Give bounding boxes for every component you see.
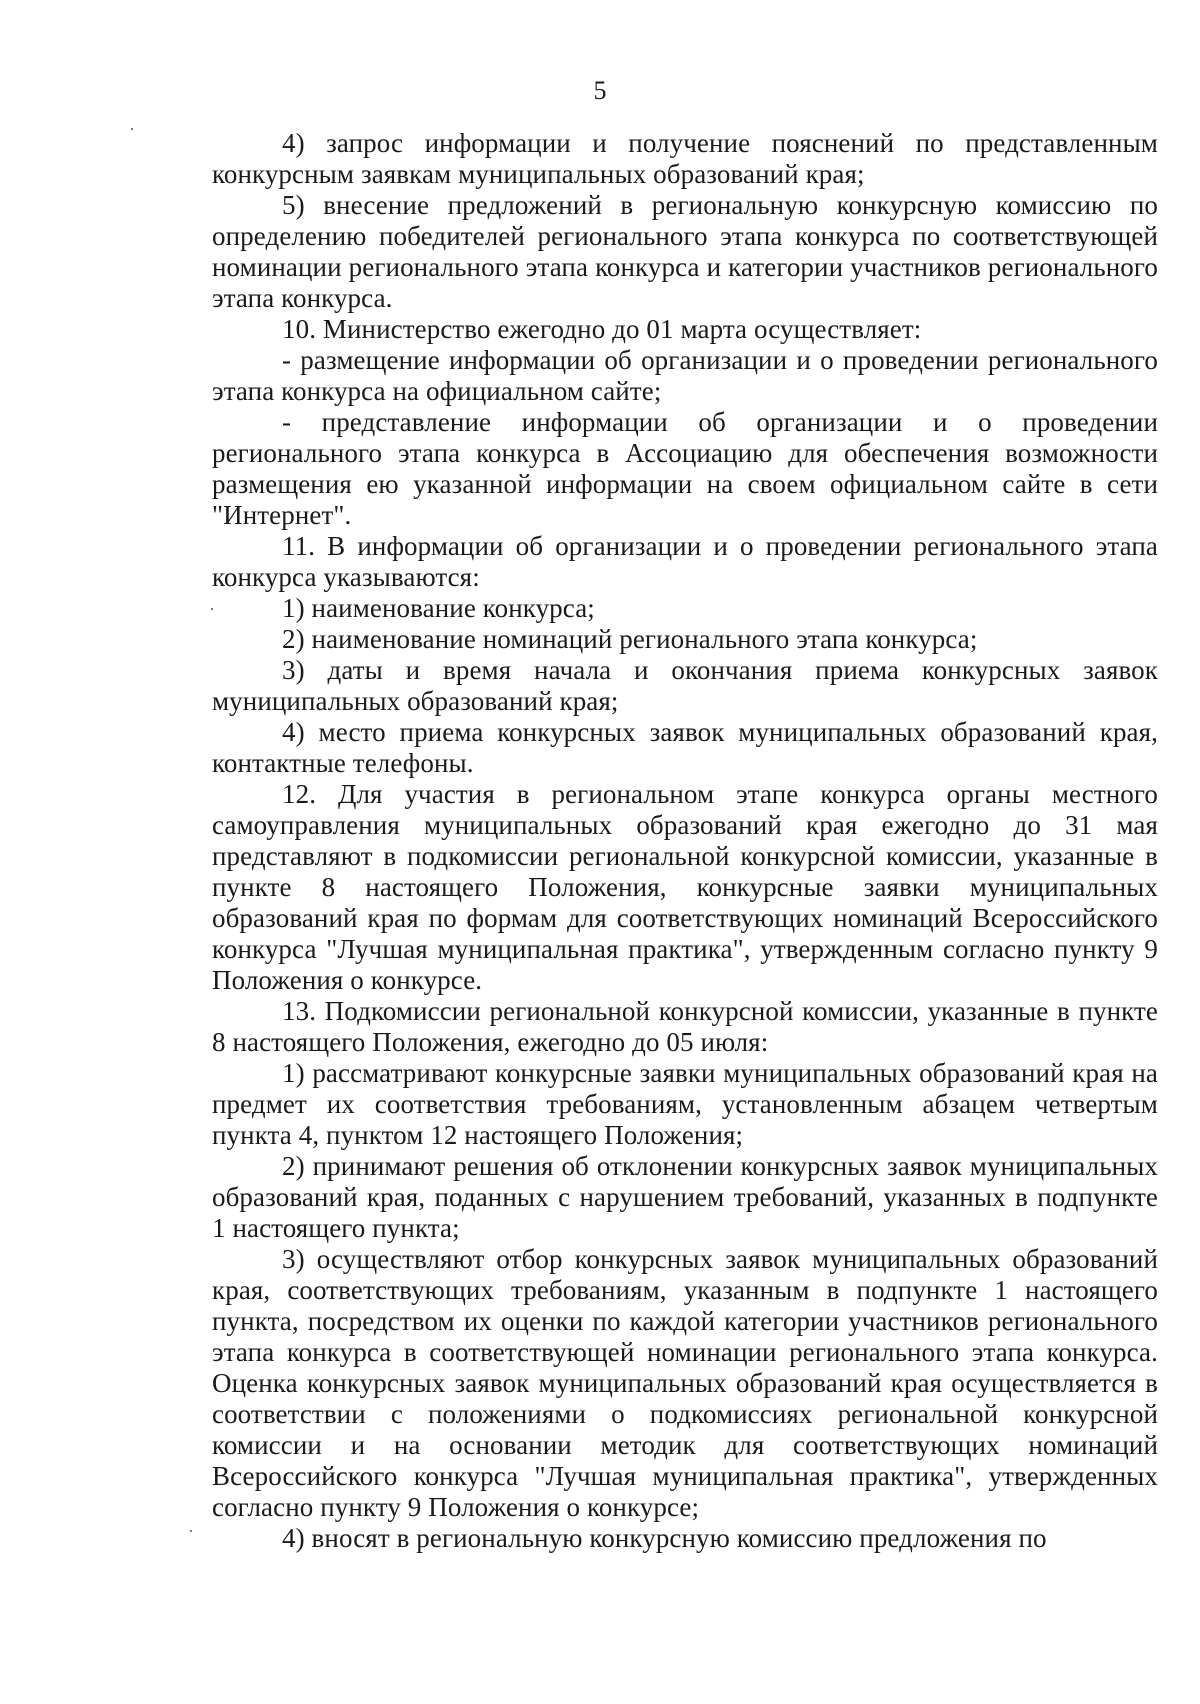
paragraph-item-1-name: 1) наименование конкурса; [282, 593, 595, 623]
paragraph-item-3-dates: 3) даты и время начала и окончания приема конкурсных заявок муниципальных образований края; [212, 655, 1158, 716]
paragraph-item-4-place: 4) место приема конкурсных заявок муниципальных образований края, контактные телефоны. [212, 717, 1158, 778]
paragraph-item-2-reject: 2) принимают решения об отклонении конкурсных заявок муниципальных образований края, поданных с нарушением требований, указанных в подпункте 1 настоящего пункта; [212, 1151, 1158, 1243]
paragraph-item-5-proposals: 5) внесение предложений в региональную конкурсную комиссию по определению победителей регионального этапа конкурса по соответствующей номинации регионального этапа конкурса и категории участников регионального этапа конкурса. [212, 190, 1158, 313]
paragraph-clause-12: 12. Для участия в региональном этапе конкурса органы местного самоуправления муниципальных образований края ежегодно до 31 мая представляют в подкомиссии региональной конкурсной комиссии, указанные в пункте 8 настоящего Положения, конкурсные заявки муниципальных образований края по формам для соответствующих номинаций Всероссийского конкурса "Лучшая муниципальная практика", утвержденным согласно пункту 9 Положения о конкурсе. [212, 779, 1158, 995]
paragraph-item-1-review: 1) рассматривают конкурсные заявки муниципальных образований края на предмет их соответствия требованиям, установленным абзацем четвертым пункта 4, пунктом 12 настоящего Положения; [212, 1058, 1158, 1150]
scan-speck [131, 128, 133, 130]
paragraph-item-4-request: 4) запрос информации и получение пояснений по представленным конкурсным заявкам муниципальных образований края; [212, 128, 1158, 189]
paragraph-item-4-submit: 4) вносят в региональную конкурсную комиссию предложения по [282, 1523, 1047, 1553]
paragraph-clause-11: 11. В информации об организации и о проведении регионального этапа конкурса указываются: [212, 531, 1158, 592]
scan-speck [190, 1530, 192, 1532]
paragraph-clause-10: 10. Министерство ежегодно до 01 марта осуществляет: [282, 314, 922, 344]
scan-speck [211, 608, 213, 610]
document-body [212, 128, 1158, 1554]
paragraph-dash-placement: - размещение информации об организации и о проведении регионального этапа конкурса на официальном сайте; [212, 345, 1158, 406]
paragraph-item-2-nominations: 2) наименование номинаций регионального этапа конкурса; [282, 624, 978, 654]
paragraph-dash-submission: - представление информации об организации и о проведении регионального этапа конкурса в Ассоциацию для обеспечения возможности размещения ею указанной информации на своем официальном сайте в сети "Интернет". [212, 407, 1158, 530]
page-number: 5 [593, 76, 607, 105]
paragraph-clause-13: 13. Подкомиссии региональной конкурсной комиссии, указанные в пункте 8 настоящего Положения, ежегодно до 05 июля: [212, 996, 1158, 1057]
paragraph-item-3-selection: 3) осуществляют отбор конкурсных заявок муниципальных образований края, соответствующих требованиям, указанным в подпункте 1 настоящего пункта, посредством их оценки по каждой категории участников регионального этапа конкурса в соответствующей номинации регионального этапа конкурса. Оценка конкурсных заявок муниципальных образований края осуществляется в соответствии с положениями о подкомиссиях региональной конкурсной комиссии и на основании методик для соответствующих номинаций Всероссийского конкурса "Лучшая муниципальная практика", утвержденных согласно пункту 9 Положения о конкурсе; [212, 1244, 1158, 1522]
